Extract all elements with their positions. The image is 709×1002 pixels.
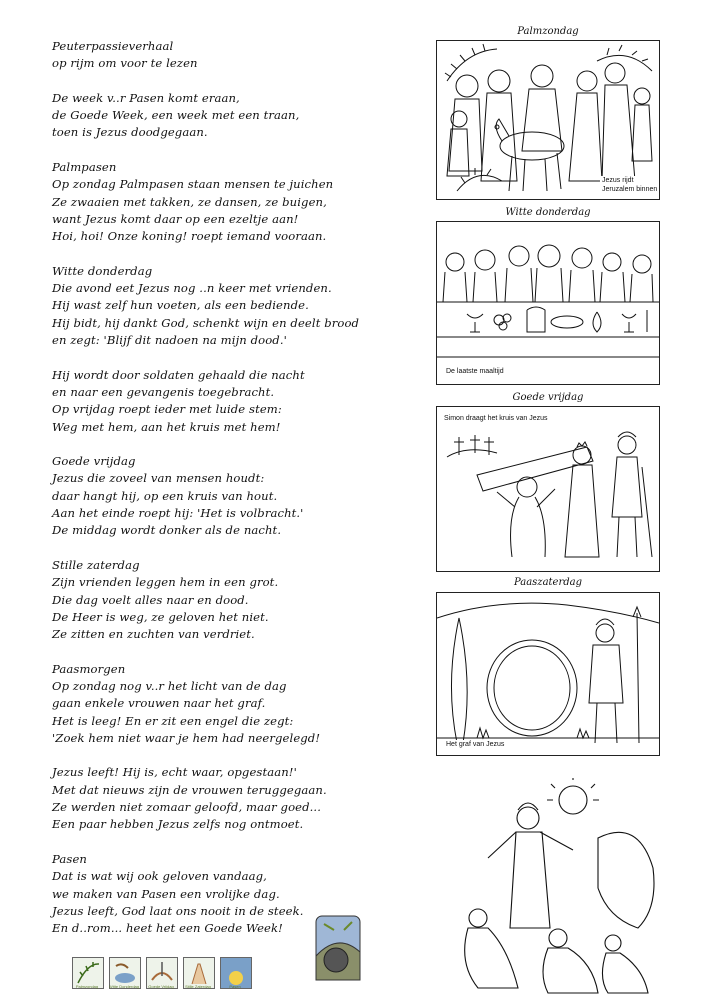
poem-line: Palmpasen xyxy=(52,160,117,175)
poem-line: Hoi, hoi! Onze koning! roept iemand vooraan. xyxy=(52,229,327,244)
caption-goede-vrijdag: Simon draagt het kruis van Jezus xyxy=(444,415,548,422)
strip-label-4: Stille Zaterdag xyxy=(185,984,211,989)
poem-line: Een paar hebben Jezus zelfs nog ontmoet. xyxy=(52,817,304,832)
caption-paaszaterdag: Het graf van Jezus xyxy=(446,741,505,748)
poem-line: De middag wordt donker als de nacht. xyxy=(52,523,282,538)
risen-jesus-drawing xyxy=(448,778,658,998)
panel-goede-vrijdag xyxy=(436,406,660,572)
last-supper-illustration xyxy=(437,222,659,384)
poem-stanza xyxy=(52,38,402,73)
poem-line: daar hangt hij, op een kruis van hout. xyxy=(52,488,278,503)
resurrection-illustration xyxy=(448,778,658,998)
strip-label-3: Goede Vrijdag xyxy=(148,984,174,989)
poem-line: Zijn vrienden leggen hem in een grot. xyxy=(52,575,279,590)
poem-stanza xyxy=(52,263,402,349)
tomb-illustration xyxy=(437,593,659,755)
poem-line: Ze werden niet zomaar geloofd, maar goed... xyxy=(52,800,321,815)
panel-paaszaterdag xyxy=(436,592,660,756)
poem-line: en zegt: 'Blijf dit nadoen na mijn dood.' xyxy=(52,333,287,348)
poem-line: Het is leeg! En er zit een engel die zegt: xyxy=(52,713,294,728)
poem-line: Dat is wat wij ook geloven vandaag, xyxy=(52,869,267,884)
poem-line: want Jezus komt daar op een ezeltje aan! xyxy=(52,211,299,226)
poem-line: gaan enkele vrouwen naar het graf. xyxy=(52,696,266,711)
strip-label-1: Palmzondag xyxy=(75,984,99,989)
poem-line: Jezus leeft! Hij is, echt waar, opgestaan!' xyxy=(52,765,297,780)
poem-line: Hij bidt, hij dankt God, schenkt wijn en deelt brood xyxy=(52,315,360,330)
poem-line: Ze zwaaien met takken, ze dansen, ze buigen, xyxy=(52,194,327,209)
poem-line: De Heer is weg, ze geloven het niet. xyxy=(52,609,269,624)
poem-line: En d..rom... heet het een Goede Week! xyxy=(52,921,283,936)
panel-title-palmzondag: Palmzondag xyxy=(517,26,579,37)
poem-line: De week v..r Pasen komt eraan, xyxy=(52,90,240,105)
poem-line: Op zondag nog v..r het licht van de dag xyxy=(52,678,287,693)
poem-line: de Goede Week, een week met een traan, xyxy=(52,108,300,123)
poem-line: Die dag voelt alles naar en dood. xyxy=(52,592,249,607)
poem-stanza xyxy=(52,453,402,539)
poem-stanza xyxy=(52,557,402,643)
poem-line: op rijm om voor te lezen xyxy=(52,56,198,71)
poem-stanza xyxy=(52,90,402,142)
poem-stanza xyxy=(52,661,402,747)
poem-line: Jezus leeft, God laat ons nooit in de steek. xyxy=(52,903,304,918)
goede-vrijdag-illustration xyxy=(437,407,659,571)
strip-label-5: Pasen xyxy=(229,984,241,989)
poem-stanza xyxy=(52,367,402,436)
panel-title-paaszaterdag: Paaszaterdag xyxy=(513,577,583,588)
poem-line: Jezus die zoveel van mensen houdt: xyxy=(52,471,265,486)
poem-line: Op zondag Palmpasen staan mensen te juichen xyxy=(52,177,334,192)
poem-line: Aan het einde roept hij: 'Het is volbracht.' xyxy=(52,506,304,521)
poem-line: Peuterpassieverhaal xyxy=(52,39,174,53)
poem-line: Die avond eet Jezus nog ..n keer met vrienden. xyxy=(52,281,332,296)
poem-stanza xyxy=(52,764,402,833)
poem-line: Hij wordt door soldaten gehaald die nacht xyxy=(52,367,305,382)
poem-line: en naar een gevangenis toegebracht. xyxy=(52,384,275,399)
poem-line: Pasen xyxy=(52,851,87,866)
panel-witte-donderdag xyxy=(436,221,660,385)
poem-line: Stille zaterdag xyxy=(52,557,140,572)
caption-palmzondag-line-1: Jezus rijdt xyxy=(602,177,634,184)
poem-line: Met dat nieuws zijn de vrouwen teruggegaan. xyxy=(52,782,327,797)
easter-tomb-icon xyxy=(312,912,364,984)
tomb-icon xyxy=(312,912,364,984)
panel-title-goede-vrijdag: Goede vrijdag xyxy=(512,392,584,403)
poem-stanza xyxy=(52,159,402,245)
caption-witte-donderdag: De laatste maaltijd xyxy=(446,368,504,375)
strip-label-2: Witte Donderdag xyxy=(108,984,139,989)
poem xyxy=(52,38,402,955)
caption-palmzondag xyxy=(600,176,659,194)
poem-line: Ze zitten en zuchten van verdriet. xyxy=(52,627,255,642)
caption-palmzondag-line-2: Jeruzalem binnen xyxy=(602,186,658,193)
poem-line: Hij wast zelf hun voeten, als een bediende. xyxy=(52,298,309,313)
poem-line: Op vrijdag roept ieder met luide stem: xyxy=(52,402,282,417)
poem-line: 'Zoek hem niet waar je hem had neergelegd! xyxy=(52,730,321,745)
poem-line: Paasmorgen xyxy=(52,661,126,676)
poem-line: Weg met hem, aan het kruis met hem! xyxy=(52,419,281,434)
poem-line: Goede vrijdag xyxy=(52,454,136,469)
poem-line: toen is Jezus doodgegaan. xyxy=(52,125,208,140)
poem-line: we maken van Pasen een vrolijke dag. xyxy=(52,886,280,901)
poem-line: Witte donderdag xyxy=(52,263,153,278)
panel-title-witte-donderdag: Witte donderdag xyxy=(505,207,591,218)
